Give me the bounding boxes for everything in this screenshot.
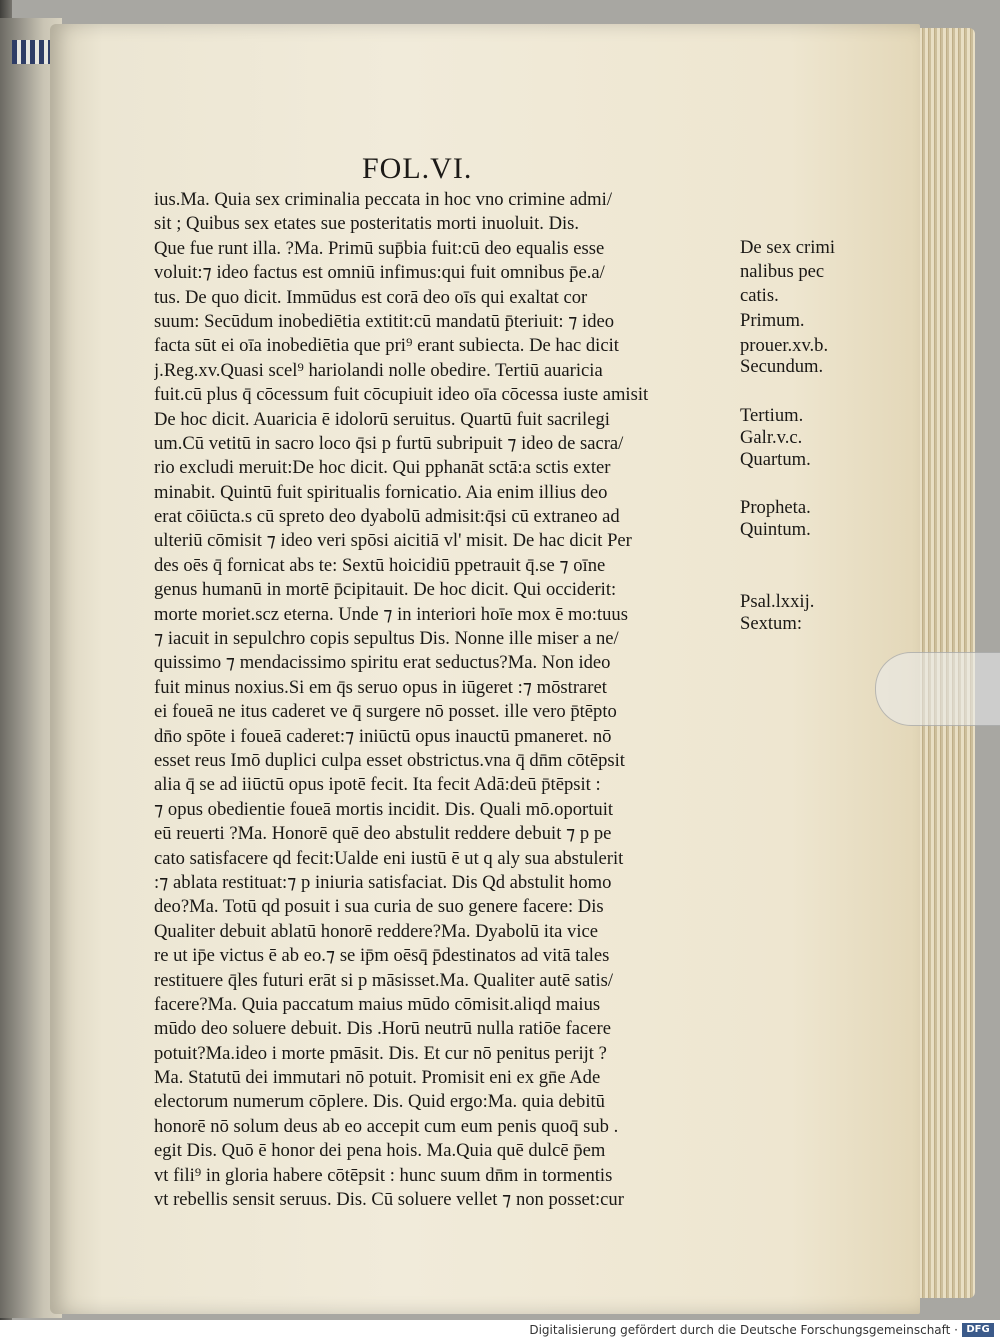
- text-line: des oēs q̄ fornicat abs te: Sextū hoicidiū ppetrauit q̄.se ⁊ oīne: [154, 554, 606, 576]
- marginal-note: Propheta.: [740, 497, 811, 518]
- main-text-column: [154, 188, 729, 1212]
- marginal-note: Quartum.: [740, 449, 811, 470]
- text-line: restituere q̄les futuri erāt si p māsisset.Ma. Qualiter autē satis/: [154, 969, 614, 991]
- text-line: vt rebellis sensit seruus. Dis. Cū soluere vellet ⁊ non posset:cur: [154, 1189, 624, 1211]
- text-line: egit Dis. Quō ē honor dei pena hois. Ma.Quia quē dulcē p̄em: [154, 1140, 606, 1162]
- text-line: :⁊ ablata restituat:⁊ p iniuria satisfaciat. Dis Qd abstulit homo: [154, 871, 612, 893]
- text-line: Qualiter debuit ablatū honorē reddere?Ma. Dyabolū ita vice: [154, 920, 599, 942]
- footer-bar: [0, 1320, 1000, 1341]
- marginal-note: prouer.xv.b.: [740, 335, 829, 356]
- text-line: um.Cū vetitū in sacro loco q̄si p furtū subripuit ⁊ ideo de sacra/: [154, 432, 624, 454]
- text-line: eū reuerti ?Ma. Honorē quē deo abstulit reddere debuit ⁊ p pe: [154, 823, 612, 845]
- text-line: ulteriū cōmisit ⁊ ideo veri spōsi aicitiā vl' misit. De hac dicit Per: [154, 530, 632, 552]
- text-line: suum: Secūdum inobediētia extitit:cū mandatū p̄teriuit: ⁊ ideo: [154, 310, 615, 332]
- text-line: tus. De quo dicit. Immūdus est corā deo oīs qui exaltat cor: [154, 286, 588, 308]
- text-line: alia q̄ se ad iiūctū opus ipotē fecit. Ita fecit Adā:deū p̄tēpsit :: [154, 774, 601, 796]
- marginal-note: Psal.lxxij.: [740, 591, 815, 612]
- text-line: minabit. Quintū fuit spiritualis fornicatio. Aia enim illius deo: [154, 481, 608, 503]
- folio-heading: FOL.VI.: [362, 152, 473, 185]
- text-line: De hoc dicit. Auaricia ē idolorū seruitus. Quartū fuit sacrilegi: [154, 408, 610, 430]
- text-line: ⁊ opus obedientie foueā mortis incidit. Dis. Quali mō.oportuit: [154, 798, 614, 820]
- text-line: electorum numerum cōplere. Dis. Quid ergo:Ma. quia debitū: [154, 1091, 605, 1113]
- marginal-note: Galr.v.c.: [740, 427, 803, 448]
- text-line: ius.Ma. Quia sex criminalia peccata in hoc vno crimine admi/: [154, 189, 612, 210]
- plastic-page-clip: [875, 652, 1000, 726]
- text-line: voluit:⁊ ideo factus est omniū infimus:qui fuit omnibus p̄e.a/: [154, 262, 605, 284]
- text-line: fuit.cū plus q̄ cōcessum fuit cōcupiuit ideo oīa cōcessa iuste amisit: [154, 384, 649, 406]
- text-line: esset reus Imō duplici culpa esset obstrictus.vna q̄ dn̄m cōtēpsit: [154, 749, 625, 771]
- text-line: facta sūt ei oīa inobediētia que pri⁹ erant subiecta. De hac dicit: [154, 335, 619, 357]
- text-line: ei foueā ne itus caderet ve q̄ surgere nō posset. ille vero p̄tēpto: [154, 701, 617, 723]
- text-line: fuit minus noxius.Si em q̄s seruo opus in iūgeret :⁊ mōstraret: [154, 676, 607, 698]
- text-line: re ut ip̄e victus ē ab eo.⁊ se ip̄m oēsq̄ p̄destinatos ad vitā tales: [154, 945, 610, 967]
- text-line: sit ; Quibus sex etates sue posteritatis morti inuoluit. Dis.: [154, 213, 580, 235]
- text-line: mūdo deo soluere debuit. Dis .Horū neutrū nulla ratiōe facere: [154, 1018, 611, 1040]
- text-line: morte moriet.scz eterna. Unde ⁊ in interiori hoīe mox ē mo:tuus: [154, 603, 628, 625]
- marginal-note: catis.: [740, 285, 779, 306]
- marginal-note: Quintum.: [740, 519, 811, 540]
- text-line: honorē nō solum deus ab eo accepit cum eum penis quoq̄ sub .: [154, 1115, 619, 1137]
- dfg-logo: DFG: [962, 1323, 994, 1337]
- marginal-note: Primum.: [740, 310, 805, 331]
- text-line: cato satisfacere qd fecit:Ualde eni iustū ē ut q aly sua abstulerit: [154, 847, 624, 869]
- text-line: potuit?Ma.ideo i morte pmāsit. Dis. Et cur nō penitus perijt ?: [154, 1042, 607, 1064]
- marginal-note: Tertium.: [740, 405, 804, 426]
- text-line: Ma. Statutū dei immutari nō potuit. Promisit eni ex gn̄e Ade: [154, 1067, 601, 1089]
- marginal-note: Sextum:: [740, 613, 802, 634]
- text-line: ⁊ iacuit in sepulchro copis sepultus Dis. Nonne ille miser a ne/: [154, 628, 619, 650]
- text-line: genus humanū in mortē p̄cipitauit. De hoc dicit. Qui occiderit:: [154, 579, 617, 601]
- text-line: facere?Ma. Quia paccatum maius mūdo cōmisit.aliqd maius: [154, 993, 601, 1015]
- text-line: vt fili⁹ in gloria habere cōtēpsit : hunc suum dn̄m in tormentis: [154, 1164, 613, 1186]
- text-line: Que fue runt illa. ?Ma. Primū sup̄bia fuit:cū deo equalis esse: [154, 237, 605, 259]
- text-line: deo?Ma. Totū qd posuit i sua curia de suo genere facere: Dis: [154, 896, 604, 918]
- marginal-note: Secundum.: [740, 356, 824, 377]
- text-line: erat cōiūcta.s cū spreto deo dyabolū admisit:q̄si cū extraneo ad: [154, 506, 620, 528]
- marginal-note: De sex crimi: [740, 237, 836, 258]
- funding-credit: Digitalisierung gefördert durch die Deutsche Forschungsgemeinschaft ·: [529, 1323, 958, 1337]
- marginal-note: nalibus pec: [740, 261, 825, 282]
- text-line: quissimo ⁊ mendacissimo spiritu erat seductus?Ma. Non ideo: [154, 652, 611, 674]
- text-line: j.Reg.xv.Quasi scel⁹ hariolandi nolle obedire. Tertiū auaricia: [154, 359, 603, 381]
- text-line: dn̄o spōte i foueā caderet:⁊ iniūctū opus inauctū pmaneret. nō: [154, 725, 612, 747]
- text-line: rio excludi meruit:De hoc dicit. Qui pphanāt sctā:a sctis exter: [154, 457, 611, 479]
